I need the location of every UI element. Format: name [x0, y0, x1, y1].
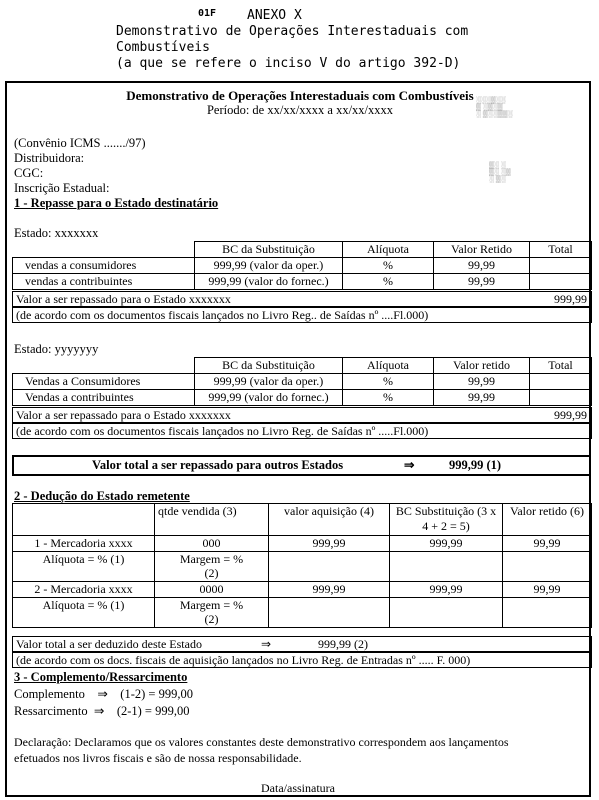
row-bc: 999,99 (valor do fornec.)	[195, 390, 343, 406]
row-retido: 99,99	[434, 390, 530, 406]
annex-header	[0, 0, 599, 80]
header-cell: valor aquisição (4)	[269, 504, 390, 536]
row-retido: 99,99	[434, 258, 530, 274]
header-cell: Total	[530, 358, 592, 374]
row-total	[530, 390, 592, 406]
row-retido: 99,99	[434, 374, 530, 390]
empty-cell	[390, 552, 503, 582]
state-b-table	[12, 357, 592, 406]
declaracao-line2: efetuados nos livros fiscais e são de nossa responsabilidade.	[14, 751, 302, 765]
empty-cell	[269, 552, 390, 582]
header-cell	[13, 504, 155, 536]
table-row	[13, 374, 592, 390]
total-repasse-value: 999,99 (1)	[449, 458, 502, 472]
section2-title: 2 - Dedução do Estado remetente	[14, 489, 190, 503]
annex-subtitle-line1: Demonstrativo de Operações Interestaduais com	[116, 24, 469, 39]
deduzir-row	[12, 636, 592, 652]
item-bc: 999,99	[390, 582, 503, 598]
item-bc: 999,99	[390, 536, 503, 552]
row-retido: 99,99	[434, 274, 530, 290]
item-margem	[155, 552, 269, 582]
scan-noise: ░░░▒░░ ▒ ░▒░▒ ░ ▒░░▒▒░	[476, 97, 513, 118]
header-cell: BC da Substituição	[195, 358, 343, 374]
state-a-table	[12, 241, 592, 290]
deducao-table	[12, 503, 592, 628]
header-cell: BC Substituição (3 x 4 + 2 = 5)	[390, 504, 503, 536]
distribuidora-label: Distribuidora:	[14, 151, 85, 165]
annex-reference: (a que se refere o inciso V do artigo 392-D)	[116, 56, 461, 71]
item-aliquota: Alíquota = % (1)	[13, 552, 155, 582]
table-header-row	[13, 504, 592, 536]
repasse-label: Valor a ser repassado para o Estado xxxxxxx	[16, 408, 231, 422]
ressarcimento-line: Ressarcimento ⇒ (2-1) = 999,00	[14, 704, 190, 718]
annex-subtitle-line2: Combustíveis	[116, 40, 210, 55]
header-cell: Total	[530, 242, 592, 258]
scan-noise: ▒░ ░ ▒░ ░▒ ░ ▒░	[489, 162, 511, 183]
note-text: (de acordo com os documentos fiscais lançados no Livro Reg. de Saídas nº .....Fl.000)	[16, 424, 429, 438]
item-name: 1 - Mercadoria xxxx	[13, 536, 155, 552]
table-row	[13, 536, 592, 552]
arrow-icon: ⇒	[261, 637, 272, 651]
row-bc: 999,99 (valor da oper.)	[195, 374, 343, 390]
table-header-row	[13, 358, 592, 374]
row-desc: vendas a contribuintes	[13, 274, 195, 290]
table-row	[13, 582, 592, 598]
header-code: 01F	[198, 8, 217, 19]
margem-label: Margem = %	[179, 552, 244, 566]
state-a-label: Estado: xxxxxxx	[14, 226, 99, 240]
header-cell: Valor retido	[434, 358, 530, 374]
repasse-value: 999,99	[554, 408, 587, 422]
signature-label: Data/assinatura	[261, 781, 335, 795]
row-desc: Vendas a contribuintes	[13, 390, 195, 406]
row-aliquota: %	[343, 390, 434, 406]
item-retido: 99,99	[503, 536, 592, 552]
row-bc: 999,99 (valor da oper.)	[195, 258, 343, 274]
repasse-label: Valor a ser repassado para o Estado xxxxxxx	[16, 292, 231, 306]
table-row	[13, 258, 592, 274]
row-desc: Vendas a Consumidores	[13, 374, 195, 390]
margem-note: (2)	[204, 612, 219, 626]
arrow-icon: ⇒	[404, 458, 415, 472]
row-total	[530, 274, 592, 290]
state-a-repasse-row	[12, 291, 592, 307]
margem-label: Margem = %	[179, 598, 244, 612]
state-b-repasse-row	[12, 407, 592, 423]
header-cell: Alíquota	[343, 242, 434, 258]
row-total	[530, 374, 592, 390]
total-repasse-box	[12, 455, 591, 476]
document-frame	[5, 81, 591, 797]
header-cell: Valor retido (6)	[503, 504, 592, 536]
row-desc: vendas a consumidores	[13, 258, 195, 274]
cgc-label: CGC:	[14, 166, 44, 180]
row-total	[530, 258, 592, 274]
header-cell: Alíquota	[343, 358, 434, 374]
row-aliquota: %	[343, 258, 434, 274]
table-row	[13, 390, 592, 406]
document-period: Período: de xx/xx/xxxx a xx/xx/xxxx	[206, 103, 394, 117]
deducao-note	[12, 652, 592, 668]
row-bc: 999,99 (valor do fornec.)	[195, 274, 343, 290]
empty-cell	[269, 598, 390, 628]
row-aliquota: %	[343, 274, 434, 290]
note-text: (de acordo com os documentos fiscais lançados no Livro Reg.. de Saídas nº ....Fl.000)	[16, 308, 429, 322]
state-a-note	[12, 307, 592, 323]
item-name: 2 - Mercadoria xxxx	[13, 582, 155, 598]
item-retido: 99,99	[503, 582, 592, 598]
table-row	[13, 598, 592, 628]
empty-cell	[503, 552, 592, 582]
item-qtde: 0000	[155, 582, 269, 598]
deduzir-value: 999,99 (2)	[318, 637, 368, 651]
empty-cell	[390, 598, 503, 628]
declaracao-line1: Declaração: Declaramos que os valores constantes deste demonstrativo correspondem aos lançamentos	[14, 735, 509, 749]
item-qtde: 000	[155, 536, 269, 552]
table-header-row	[13, 242, 592, 258]
item-aliquota: Alíquota = % (1)	[13, 598, 155, 628]
state-b-note	[12, 423, 592, 439]
state-b-label: Estado: yyyyyyy	[14, 342, 99, 356]
header-cell: qtde vendida (3)	[155, 504, 269, 536]
header-cell: BC da Substituição	[195, 242, 343, 258]
margem-note: (2)	[204, 566, 219, 580]
document-title: Demonstrativo de Operações Interestaduais com Combustíveis	[126, 88, 474, 103]
convenio-label: (Convênio ICMS ......./97)	[14, 136, 146, 150]
item-aquisicao: 999,99	[269, 536, 390, 552]
inscricao-label: Inscrição Estadual:	[14, 181, 110, 195]
total-repasse-label: Valor total a ser repassado para outros Estados	[92, 458, 344, 472]
header-cell	[13, 242, 195, 258]
table-row	[13, 552, 592, 582]
row-aliquota: %	[343, 374, 434, 390]
complemento-line: Complemento ⇒ (1-2) = 999,00	[14, 687, 193, 701]
note-text: (de acordo com os docs. fiscais de aquisição lançados no Livro Reg. de Entradas nº ..... F. 000)	[16, 653, 471, 667]
header-cell	[13, 358, 195, 374]
deduzir-label: Valor total a ser deduzido deste Estado	[16, 637, 202, 651]
table-row	[13, 274, 592, 290]
empty-cell	[503, 598, 592, 628]
item-aquisicao: 999,99	[269, 582, 390, 598]
item-margem	[155, 598, 269, 628]
repasse-value: 999,99	[554, 292, 587, 306]
section3-title: 3 - Complemento/Ressarcimento	[14, 670, 188, 684]
annex-title: ANEXO X	[247, 8, 302, 23]
header-cell: Valor Retido	[434, 242, 530, 258]
section1-title: 1 - Repasse para o Estado destinatário	[14, 196, 219, 210]
